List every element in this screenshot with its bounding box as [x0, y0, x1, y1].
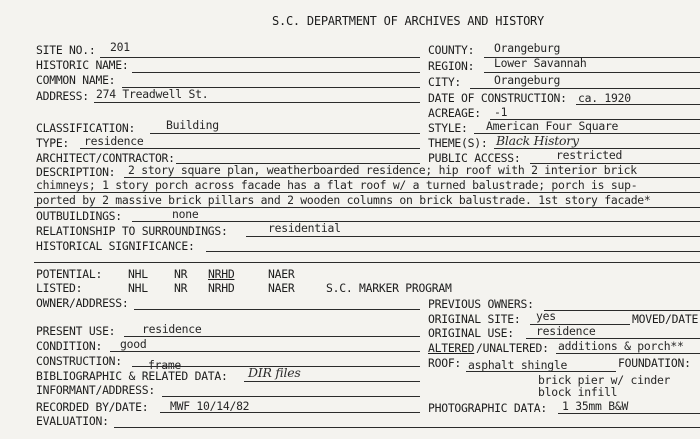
listed-label: LISTED:	[36, 281, 83, 295]
owner-address-label: OWNER/ADDRESS:	[36, 296, 129, 310]
public-access-label: PUBLIC ACCESS:	[428, 151, 521, 165]
city-label: CITY:	[428, 75, 462, 89]
county-label: COUNTY:	[428, 43, 475, 57]
relationship-value: residential	[268, 221, 341, 235]
date-construction-value: ca. 1920	[578, 91, 631, 105]
description-label: DESCRIPTION:	[36, 165, 116, 179]
historic-name-line	[132, 72, 420, 73]
photographic-data-value: 1 35mm B&W	[562, 399, 629, 413]
style-value: American Four Square	[486, 119, 619, 133]
moved-date-label: MOVED/DATE	[632, 312, 699, 326]
theme-value: Black History	[496, 133, 579, 148]
recorded-by-value: MWF 10/14/82	[170, 399, 250, 413]
address-line	[94, 102, 420, 103]
foundation-label: FOUNDATION:	[618, 356, 691, 370]
description-line-2: chimneys; 1 story porch across facade has a flat roof w/ a turned balustrade; porch is sup-	[36, 178, 638, 192]
present-use-value: residence	[142, 322, 202, 336]
informant-line	[162, 396, 420, 397]
address-value: 274 Treadwell St.	[96, 87, 209, 101]
roof-value: asphalt shingle	[468, 358, 568, 372]
construction-label: CONSTRUCTION:	[36, 354, 122, 368]
bibliographic-label: BIBLIOGRAPHIC & RELATED DATA:	[36, 369, 228, 383]
altered-label: ALTERED	[428, 341, 475, 355]
region-label: REGION:	[428, 59, 475, 73]
condition-label: CONDITION:	[36, 339, 103, 353]
relationship-line	[246, 236, 700, 237]
original-use-label: ORIGINAL USE:	[428, 326, 514, 340]
photographic-data-label: PHOTOGRAPHIC DATA:	[428, 401, 547, 415]
acreage-value: -1	[494, 105, 508, 119]
altered-line	[556, 353, 700, 354]
outbuildings-label: OUTBUILDINGS:	[36, 209, 122, 223]
roof-line	[466, 371, 616, 372]
bibliographic-value: DIR files	[248, 365, 301, 380]
site-no-value: 201	[110, 40, 130, 54]
theme-label: THEME(S):	[428, 136, 488, 150]
original-use-value: residence	[536, 324, 596, 338]
marker-program-label: S.C. MARKER PROGRAM	[326, 281, 452, 295]
type-label: TYPE:	[36, 136, 70, 150]
foundation-value-2: block infill	[538, 385, 618, 399]
architect-label: ARCHITECT/CONTRACTOR:	[36, 151, 175, 165]
potential-naer: NAER	[268, 267, 295, 281]
listed-nrhd: NRHD	[208, 281, 235, 295]
description-line-3: ported by 2 massive brick pillars and 2 wooden columns on brick balustrade. 1st story facade*	[36, 193, 651, 207]
potential-nhl: NHL	[128, 267, 148, 281]
recorded-by-line	[160, 412, 420, 413]
photographic-data-line	[558, 413, 700, 414]
bibliographic-line	[244, 381, 420, 382]
acreage-label: ACREAGE:	[428, 106, 481, 120]
description-rule-3	[34, 207, 700, 208]
city-line	[470, 88, 700, 89]
historical-significance-label: HISTORICAL SIGNIFICANCE:	[36, 239, 195, 253]
potential-nr: NR	[174, 267, 188, 281]
construction-value: frame	[148, 358, 182, 372]
listed-nhl: NHL	[128, 281, 148, 295]
city-value: Orangeburg	[494, 73, 561, 87]
common-name-label: COMMON NAME:	[36, 73, 116, 87]
recorded-by-label: RECORDED BY/DATE:	[36, 400, 149, 414]
owner-address-line	[134, 309, 420, 310]
classification-line	[150, 133, 420, 134]
listed-nr: NR	[174, 281, 188, 295]
original-site-label: ORIGINAL SITE:	[428, 312, 521, 326]
site-no-label: SITE NO.:	[36, 43, 96, 57]
original-site-value: yes	[536, 309, 556, 323]
roof-label: ROOF:	[428, 356, 462, 370]
type-value: residence	[84, 134, 144, 148]
address-label: ADDRESS:	[36, 89, 89, 103]
historical-significance-line	[206, 251, 700, 252]
site-no-line	[100, 57, 420, 58]
evaluation-label: EVALUATION:	[36, 414, 109, 428]
altered-value: additions & porch**	[558, 339, 684, 353]
classification-label: CLASSIFICATION:	[36, 121, 136, 135]
form-title: S.C. DEPARTMENT OF ARCHIVES AND HISTORY	[272, 14, 545, 28]
potential-nrhd: NRHD	[208, 267, 235, 281]
historic-name-label: HISTORIC NAME:	[36, 58, 129, 72]
type-line	[80, 148, 420, 149]
unaltered-label: /UNALTERED:	[476, 341, 549, 355]
relationship-label: RELATIONSHIP TO SURROUNDINGS:	[36, 224, 228, 238]
date-construction-label: DATE OF CONSTRUCTION:	[428, 91, 567, 105]
condition-value: good	[120, 337, 147, 351]
previous-owners-label: PREVIOUS OWNERS:	[428, 297, 534, 311]
outbuildings-value: none	[172, 207, 199, 221]
significance-extra-line	[34, 262, 700, 263]
listed-naer: NAER	[268, 281, 295, 295]
present-use-label: PRESENT USE:	[36, 324, 116, 338]
public-access-value: restricted	[556, 148, 623, 162]
foundation-value-1: brick pier w/ cinder	[538, 373, 671, 387]
present-use-line	[124, 336, 420, 337]
description-line-1: 2 story square plan, weatherboarded residence; hip roof with 2 interior brick	[128, 163, 637, 177]
informant-label: INFORMANT/ADDRESS:	[36, 383, 155, 397]
condition-line	[110, 351, 420, 352]
date-construction-line	[576, 104, 700, 105]
county-value: Orangeburg	[494, 41, 561, 55]
potential-label: POTENTIAL:	[36, 267, 103, 281]
previous-owners-line	[544, 310, 700, 311]
outbuildings-line	[132, 221, 700, 222]
classification-value: Building	[166, 118, 219, 132]
style-label: STYLE:	[428, 121, 468, 135]
region-value: Lower Savannah	[494, 56, 587, 70]
evaluation-line	[114, 427, 700, 428]
